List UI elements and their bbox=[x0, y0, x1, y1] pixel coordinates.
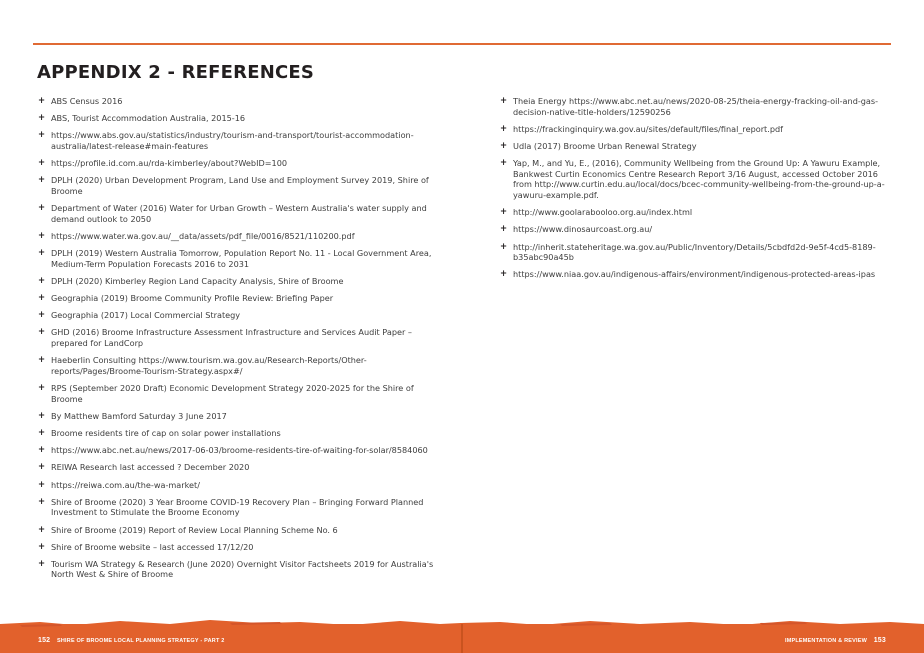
reference-item bbox=[500, 269, 892, 280]
page-gutter bbox=[461, 624, 463, 653]
plus-bullet-icon: + bbox=[500, 96, 508, 106]
references-list-right bbox=[500, 96, 892, 280]
reference-text: Department of Water (2016) Water for Urban Growth – Western Australia's water supply and demand outlook to 2050 bbox=[51, 203, 427, 224]
plus-bullet-icon: + bbox=[500, 224, 508, 235]
reference-item bbox=[38, 130, 438, 151]
reference-item bbox=[38, 542, 438, 553]
reference-item bbox=[38, 383, 438, 404]
reference-text: By Matthew Bamford Saturday 3 June 2017 bbox=[51, 410, 227, 421]
reference-text: Theia Energy https://www.abc.net.au/news/2020-08-25/theia-energy-fracking-oil-and-gas-decision-native-title-holders/12590256 bbox=[513, 96, 879, 117]
reference-text: Geographia (2017) Local Commercial Strategy bbox=[51, 310, 241, 321]
reference-text: Shire of Broome (2020) 3 Year Broome COVID-19 Recovery Plan – Bringing Forward Planned Investment to Stimulate the Broome Economy bbox=[51, 496, 424, 518]
reference-text: Udla (2017) Broome Urban Renewal Strategy bbox=[513, 140, 697, 151]
plus-bullet-icon: + bbox=[500, 158, 508, 169]
reference-text: https://profile.id.com.au/rda-kimberley/about?WebID=100 bbox=[51, 158, 288, 169]
reference-item bbox=[38, 203, 438, 224]
plus-bullet-icon: + bbox=[38, 462, 46, 473]
reference-text: https://www.abc.net.au/news/2017-06-03/broome-residents-tire-of-waiting-for-solar/8584060 bbox=[51, 445, 428, 456]
reference-text: Geographia (2019) Broome Community Profile Review: Briefing Paper bbox=[51, 293, 334, 304]
reference-text: Haeberlin Consulting https://www.tourism.wa.gov.au/Research-Reports/Other-reports/Pages/Broome-Tourism-Strategy.aspx#/ bbox=[51, 355, 367, 376]
top-divider bbox=[33, 43, 891, 45]
reference-item bbox=[38, 355, 438, 376]
reference-text: https://reiwa.com.au/the-wa-market/ bbox=[51, 479, 200, 490]
plus-bullet-icon: + bbox=[38, 524, 46, 535]
reference-text: Broome residents tire of cap on solar power installations bbox=[51, 427, 281, 438]
right-page-number: 153 bbox=[873, 637, 886, 644]
reference-item bbox=[38, 445, 438, 456]
plus-bullet-icon: + bbox=[38, 558, 46, 569]
reference-text: http://www.goolarabooloo.org.au/index.html bbox=[513, 207, 693, 218]
reference-item bbox=[500, 141, 892, 152]
reference-text: Shire of Broome website – last accessed 17/12/20 bbox=[51, 541, 254, 552]
plus-bullet-icon: + bbox=[38, 130, 46, 141]
reference-text: ABS Census 2016 bbox=[51, 96, 123, 106]
plus-bullet-icon: + bbox=[38, 230, 46, 241]
reference-item bbox=[500, 242, 892, 263]
plus-bullet-icon: + bbox=[38, 541, 46, 552]
plus-bullet-icon: + bbox=[38, 203, 46, 214]
plus-bullet-icon: + bbox=[500, 123, 508, 134]
reference-item bbox=[38, 231, 438, 242]
reference-text: RPS (September 2020 Draft) Economic Development Strategy 2020-2025 for the Shire of Broome bbox=[51, 383, 414, 404]
reference-text: DPLH (2019) Western Australia Tomorrow, Population Report No. 11 - Local Government Area, Medium-Term Population Forecasts 2016 to 2031 bbox=[51, 248, 432, 269]
reference-item bbox=[500, 158, 892, 200]
reference-item bbox=[38, 480, 438, 491]
reference-item bbox=[38, 525, 438, 536]
reference-text: https://www.niaa.gov.au/indigenous-affairs/environment/indigenous-protected-areas-ipas bbox=[513, 269, 876, 280]
plus-bullet-icon: + bbox=[38, 445, 46, 456]
reference-text: https://frackinginquiry.wa.gov.au/sites/default/files/final_report.pdf bbox=[513, 123, 783, 134]
reference-item bbox=[38, 175, 438, 196]
reference-item bbox=[38, 559, 438, 580]
left-page-number: 152 bbox=[38, 637, 51, 644]
reference-item bbox=[38, 158, 438, 169]
reference-text: https://www.water.wa.gov.au/__data/assets/pdf_file/0016/8521/110200.pdf bbox=[51, 230, 355, 241]
reference-item bbox=[38, 96, 438, 107]
references-list-left bbox=[38, 96, 438, 580]
reference-text: GHD (2016) Broome Infrastructure Assessment Infrastructure and Services Audit Paper – prepared for LandCorp bbox=[51, 327, 412, 349]
reference-item bbox=[38, 310, 438, 321]
references-right-column bbox=[500, 96, 892, 286]
plus-bullet-icon: + bbox=[38, 293, 46, 304]
reference-text: http://inherit.stateheritage.wa.gov.au/Public/Inventory/Details/5cbdfd2d-9e5f-4cd5-8189-b35abc90a45b bbox=[513, 241, 876, 263]
plus-bullet-icon: + bbox=[38, 113, 46, 124]
plus-bullet-icon: + bbox=[38, 355, 46, 366]
plus-bullet-icon: + bbox=[38, 158, 46, 169]
reference-text: ABS, Tourist Accommodation Australia, 2015-16 bbox=[51, 113, 246, 124]
plus-bullet-icon: + bbox=[38, 479, 46, 490]
plus-bullet-icon: + bbox=[38, 383, 46, 393]
reference-text: https://www.abs.gov.au/statistics/industry/tourism-and-transport/tourist-accommodation-australia/latest-release#main-features bbox=[51, 130, 414, 151]
footer-right-title: IMPLEMENTATION & REVIEW bbox=[784, 638, 867, 644]
plus-bullet-icon: + bbox=[38, 96, 46, 106]
reference-text: Yap, M., and Yu, E., (2016), Community Wellbeing from the Ground Up: A Yawuru Example, Bankwest Curtin Economics Centre Research Report 3/16 August, accessed October 2016 from http://www.curtin.edu.au/local/docs/bcec-community-wellbeing-from-the-ground-up-a-yawuru-example.pdf. bbox=[513, 158, 885, 200]
reference-text: https://www.dinosaurcoast.org.au/ bbox=[513, 224, 653, 235]
plus-bullet-icon: + bbox=[500, 140, 508, 151]
reference-text: Tourism WA Strategy & Research (June 2020) Overnight Visitor Factsheets 2019 for Australia's North West & Shire of Broome bbox=[51, 558, 434, 580]
references-left-column bbox=[38, 96, 438, 587]
reference-item bbox=[38, 497, 438, 518]
footer-right bbox=[785, 637, 891, 644]
plus-bullet-icon: + bbox=[38, 410, 46, 421]
footer-left bbox=[33, 637, 225, 644]
reference-item bbox=[500, 124, 892, 135]
reference-item bbox=[38, 276, 438, 287]
plus-bullet-icon: + bbox=[500, 207, 508, 218]
footer-left-title: SHIRE OF BROOME LOCAL PLANNING STRATEGY - PART 2 bbox=[57, 638, 225, 644]
plus-bullet-icon: + bbox=[38, 327, 46, 338]
plus-bullet-icon: + bbox=[38, 275, 46, 286]
plus-bullet-icon: + bbox=[38, 310, 46, 321]
reference-item bbox=[38, 113, 438, 124]
reference-item bbox=[38, 462, 438, 473]
reference-item bbox=[38, 327, 438, 348]
reference-item bbox=[500, 96, 892, 117]
reference-text: DPLH (2020) Urban Development Program, Land Use and Employment Survey 2019, Shire of Broome bbox=[51, 175, 429, 196]
reference-item bbox=[38, 428, 438, 439]
reference-item bbox=[500, 224, 892, 235]
plus-bullet-icon: + bbox=[500, 269, 508, 280]
reference-text: Shire of Broome (2019) Report of Review Local Planning Scheme No. 6 bbox=[51, 524, 338, 535]
plus-bullet-icon: + bbox=[38, 427, 46, 438]
plus-bullet-icon: + bbox=[38, 175, 46, 186]
plus-bullet-icon: + bbox=[500, 241, 508, 252]
plus-bullet-icon: + bbox=[38, 248, 46, 259]
plus-bullet-icon: + bbox=[38, 496, 46, 507]
page-title: APPENDIX 2 - REFERENCES bbox=[37, 62, 315, 83]
reference-item bbox=[38, 411, 438, 422]
reference-text: DPLH (2020) Kimberley Region Land Capacity Analysis, Shire of Broome bbox=[51, 275, 344, 286]
reference-text: REIWA Research last accessed ? December 2020 bbox=[51, 462, 250, 473]
reference-item bbox=[500, 207, 892, 218]
reference-item bbox=[38, 248, 438, 269]
reference-item bbox=[38, 293, 438, 304]
